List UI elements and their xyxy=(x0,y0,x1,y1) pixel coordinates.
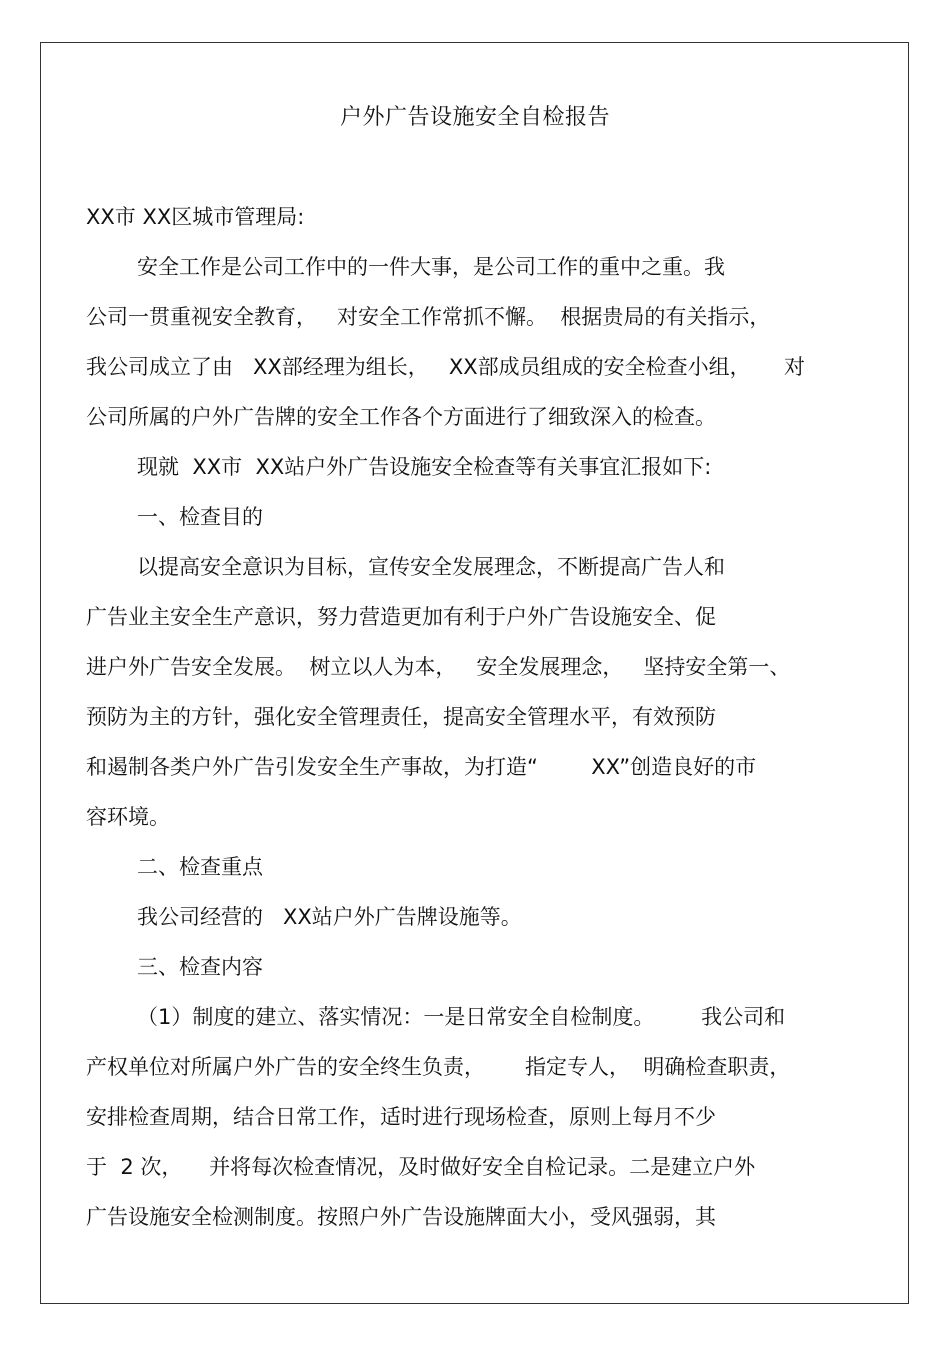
paragraph-line: 安全工作是公司工作中的一件大事，是公司工作的重中之重。我 xyxy=(137,255,725,279)
paragraph-line: 预防为主的方针，强化安全管理责任，提高安全管理水平，有效预防 xyxy=(86,705,716,729)
paragraph-line: 公司一贯重视安全教育， 对安全工作常抓不懈。 根据贵局的有关指示， xyxy=(86,305,771,329)
paragraph-line: 于 2 次， 并将每次检查情况，及时做好安全自检记录。二是建立户外 xyxy=(86,1155,756,1179)
paragraph-line: 公司所属的户外广告牌的安全工作各个方面进行了细致深入的检查。 xyxy=(86,405,716,429)
paragraph-line: 产权单位对所属户外广告的安全终生负责， 指定专人， 明确检查职责， xyxy=(86,1055,791,1079)
paragraph-line: 广告设施安全检测制度。按照户外广告设施牌面大小，受风强弱，其 xyxy=(86,1205,716,1229)
paragraph-line: 安排检查周期，结合日常工作，适时进行现场检查，原则上每月不少 xyxy=(86,1105,716,1129)
section-heading: 二、检查重点 xyxy=(137,855,263,879)
paragraph-line: 我公司经营的 XX站户外广告牌设施等。 xyxy=(137,905,522,929)
addressee-line: XX市 XX区城市管理局: xyxy=(86,205,305,229)
section-heading: 三、检查内容 xyxy=(137,955,263,979)
paragraph-line: 容环境。 xyxy=(86,805,170,829)
document-title: 户外广告设施安全自检报告 xyxy=(339,105,610,130)
paragraph-line: 进户外广告安全发展。 树立以人为本， 安全发展理念， 坚持安全第一、 xyxy=(86,655,791,679)
paragraph-line: （1）制度的建立、落实情况：一是日常安全自检制度。 我公司和 xyxy=(137,1005,786,1029)
paragraph-line: 广告业主安全生产意识，努力营造更加有利于户外广告设施安全、促 xyxy=(86,605,716,629)
paragraph-line: 现就 XX市 XX站户外广告设施安全检查等有关事宜汇报如下: xyxy=(137,455,712,479)
paragraph-line: 以提高安全意识为目标，宣传安全发展理念，不断提高广告人和 xyxy=(137,555,725,579)
paragraph-line: 和遏制各类户外广告引发安全生产事故，为打造“ XX”创造良好的市 xyxy=(86,755,757,779)
section-heading: 一、检查目的 xyxy=(137,505,263,529)
paragraph-line: 我公司成立了由 XX部经理为组长， XX部成员组成的安全检查小组， 对 xyxy=(86,355,805,379)
